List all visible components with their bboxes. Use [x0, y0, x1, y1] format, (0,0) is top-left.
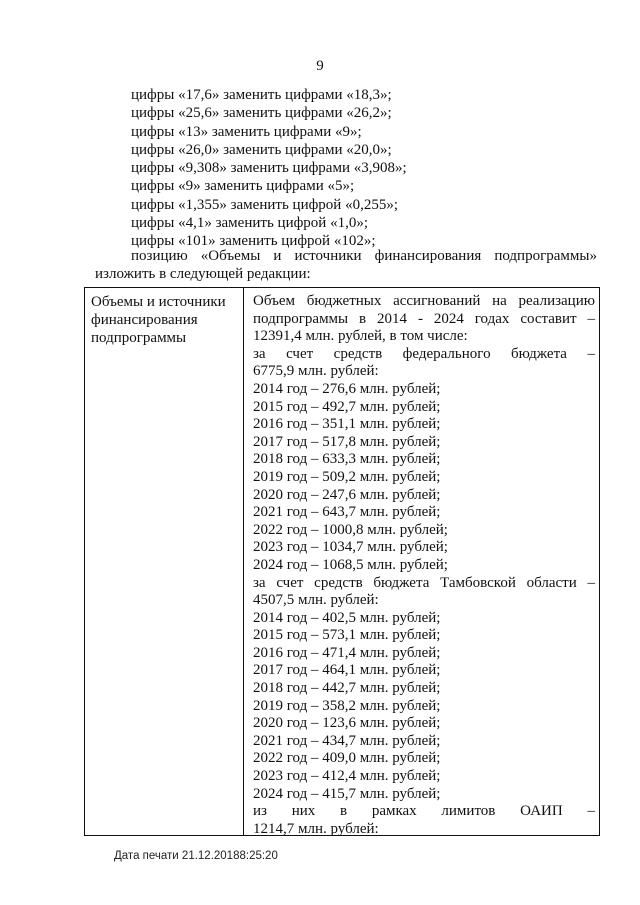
- word: –: [587, 803, 595, 820]
- word: –: [587, 345, 595, 362]
- intro-line-1: [253, 293, 595, 311]
- table-left-cell: [91, 293, 241, 347]
- word: и: [273, 248, 282, 264]
- word: позицию: [131, 248, 188, 264]
- regional-year-line: 2018 год – 442,7 млн. рублей;: [253, 680, 441, 697]
- federal-year-line: 2024 год – 1068,5 млн. рублей;: [253, 556, 448, 573]
- word: источники: [294, 248, 362, 264]
- intro-total-line: 12391,4 млн. рублей, в том числе:: [253, 328, 468, 345]
- regional-year-line: 2021 год – 434,7 млн. рублей;: [253, 732, 441, 749]
- word: в: [359, 310, 367, 327]
- oaip-heading: [253, 803, 595, 821]
- regional-total: 4507,5 млн. рублей:: [253, 592, 379, 609]
- word: ассигнований: [393, 293, 481, 309]
- page-number: 9: [316, 58, 324, 74]
- word: лимитов: [441, 803, 496, 820]
- amendment-line: цифры «17,6» заменить цифрами «18,3»;: [131, 87, 392, 103]
- word: них: [291, 803, 316, 820]
- word: Объем: [253, 293, 295, 309]
- word: Тамбовской: [440, 574, 516, 591]
- funding-table: [84, 287, 600, 836]
- amendment-line: цифры «26,0» заменить цифрами «20,0»;: [131, 141, 392, 158]
- word: счет: [276, 574, 304, 591]
- word: средств: [333, 345, 383, 362]
- regional-year-line: 2017 год – 464,1 млн. рублей;: [253, 662, 441, 679]
- regional-year-line: 2020 год – 123,6 млн. рублей;: [253, 715, 441, 732]
- word: в: [339, 803, 348, 820]
- federal-year-line: 2019 год – 509,2 млн. рублей;: [253, 468, 441, 485]
- amendment-line: цифры «9,308» заменить цифрами «3,908»;: [131, 160, 407, 177]
- amendment-line: цифры «101» заменить цифрой «102»;: [131, 233, 376, 250]
- word: за: [253, 345, 266, 362]
- word: бюджета: [373, 574, 430, 591]
- word: «Объемы: [200, 248, 261, 264]
- amendment-list: [131, 86, 601, 251]
- federal-year-line: 2016 год – 351,1 млн. рублей;: [253, 416, 441, 433]
- print-date-footer: Дата печати 21.12.20188:25:20: [114, 850, 278, 862]
- federal-heading: [253, 346, 595, 364]
- word: реализацию: [518, 293, 595, 309]
- word: средств: [314, 574, 363, 591]
- position-sentence-continuation: изложить в следующей редакции:: [95, 266, 311, 282]
- word: –: [587, 310, 595, 327]
- word: рамках: [371, 803, 417, 820]
- federal-year-line: 2015 год – 492,7 млн. рублей;: [253, 398, 441, 415]
- federal-year-line: 2023 год – 1034,7 млн. рублей;: [253, 539, 448, 556]
- word: на: [492, 293, 507, 309]
- word: финансирования: [374, 248, 482, 264]
- amendment-line: цифры «1,355» заменить цифрой «0,255»;: [131, 196, 399, 213]
- word: бюджета: [511, 345, 567, 362]
- amendment-line: цифры «9» заменить цифрами «5»;: [131, 178, 355, 195]
- word: составит: [520, 310, 577, 327]
- federal-year-line: 2022 год – 1000,8 млн. рублей;: [253, 521, 448, 538]
- regional-year-line: 2022 год – 409,0 млн. рублей;: [253, 750, 441, 767]
- word: федерального: [402, 345, 491, 362]
- federal-year-line: 2017 год – 517,8 млн. рублей;: [253, 433, 441, 450]
- intro-line-2: [253, 311, 595, 329]
- word: области: [526, 574, 577, 591]
- word: ОАИП: [520, 803, 563, 820]
- word: подпрограммы: [253, 310, 349, 327]
- word: -: [417, 310, 423, 327]
- row-heading-line: финансирования: [91, 312, 198, 328]
- federal-total: 6775,9 млн. рублей:: [253, 363, 379, 380]
- amendment-line: цифры «25,6» заменить цифрами «26,2»;: [131, 105, 392, 122]
- word: –: [587, 574, 595, 591]
- oaip-total: 1214,7 млн. рублей:: [253, 820, 379, 837]
- federal-year-line: 2018 год – 633,3 млн. рублей;: [253, 451, 441, 468]
- regional-year-line: 2019 год – 358,2 млн. рублей;: [253, 697, 441, 714]
- row-heading-line: подпрограммы: [91, 330, 187, 346]
- word: 2014: [377, 310, 408, 327]
- column-divider: [243, 288, 244, 835]
- word: бюджетных: [306, 293, 382, 309]
- word: счет: [286, 345, 314, 362]
- word: 2024: [433, 310, 464, 327]
- federal-year-line: 2014 год – 276,6 млн. рублей;: [253, 380, 441, 397]
- amendment-line: цифры «4,1» заменить цифрой «1,0»;: [131, 215, 369, 232]
- regional-heading: [253, 575, 595, 593]
- regional-year-line: 2023 год – 412,4 млн. рублей;: [253, 768, 441, 785]
- regional-year-line: 2024 год – 415,7 млн. рублей;: [253, 785, 441, 802]
- row-heading-line: Объемы и источники: [91, 294, 226, 310]
- regional-year-line: 2014 год – 402,5 млн. рублей;: [253, 609, 441, 626]
- amendment-line: цифры «13» заменить цифрами «9»;: [131, 123, 362, 140]
- federal-year-line: 2020 год – 247,6 млн. рублей;: [253, 486, 441, 503]
- regional-year-line: 2015 год – 573,1 млн. рублей;: [253, 627, 441, 644]
- regional-year-line: 2016 год – 471,4 млн. рублей;: [253, 644, 441, 661]
- federal-year-line: 2021 год – 643,7 млн. рублей;: [253, 504, 441, 521]
- word: подпрограммы»: [494, 248, 597, 264]
- word: из: [253, 803, 267, 820]
- table-right-cell: [253, 293, 595, 838]
- position-sentence: [131, 247, 597, 265]
- word: за: [253, 574, 266, 591]
- word: годах: [474, 310, 510, 327]
